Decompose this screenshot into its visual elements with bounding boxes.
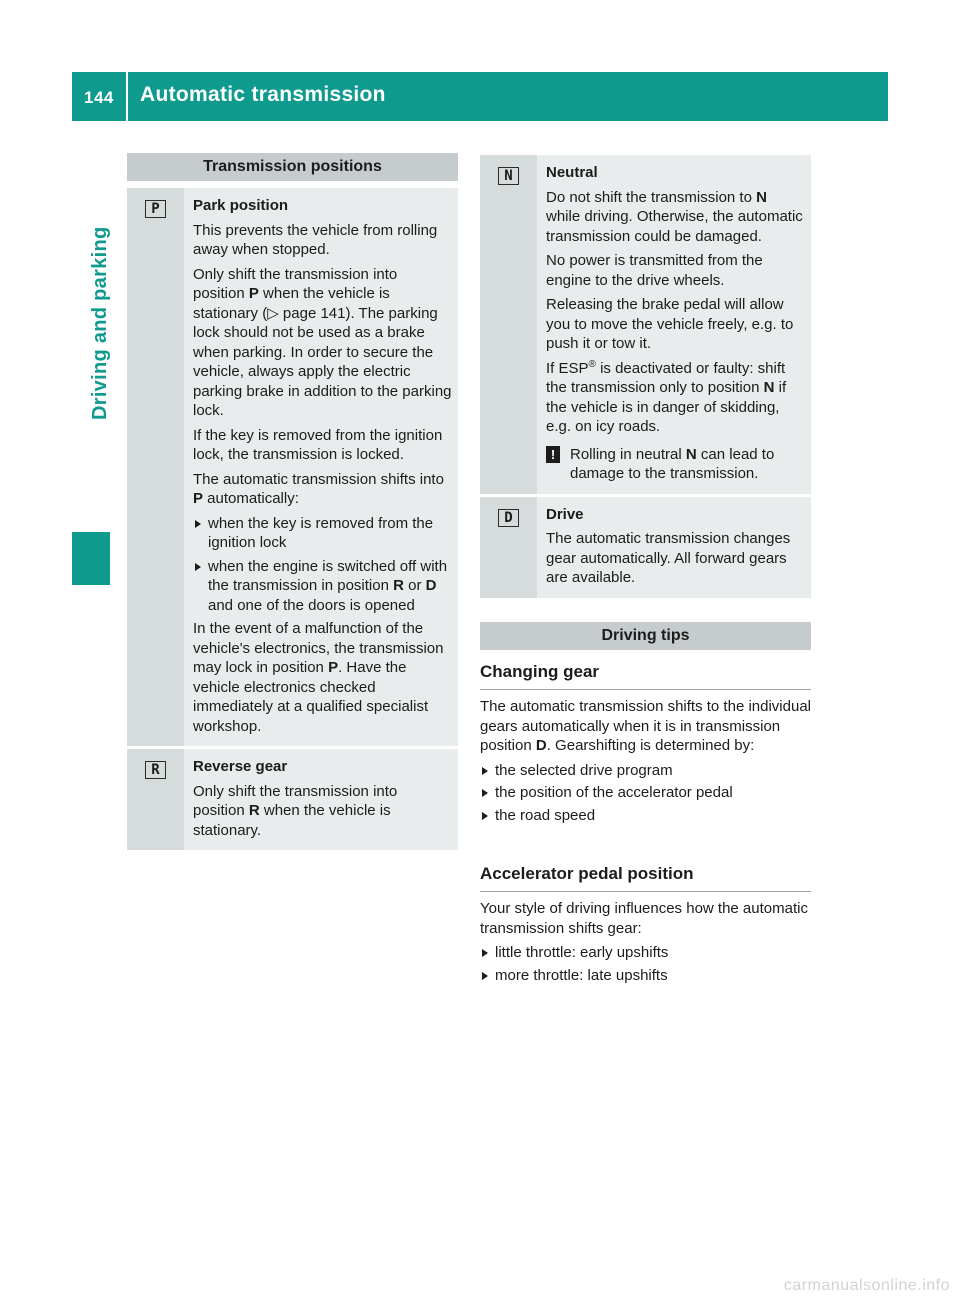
neutral-paragraph: If ESP® is deactivated or faulty: shift the transmission only to position N if the vehicle is in danger of skidding, e.g. on icy roads. [546,358,787,435]
warning-note: ! Rolling in neutral N can lead to damage to the transmission. [546,445,805,484]
page-header [72,72,888,121]
key-cell [480,497,537,598]
park-key-icon: P [145,200,166,218]
page-number: 144 [84,88,114,107]
changing-gear-heading: Changing gear [480,662,811,690]
key-cell [127,749,184,850]
positions-table-left [127,185,458,853]
list-item: the road speed [480,806,811,826]
list-item: the selected drive program [480,761,811,781]
neutral-description [537,155,811,494]
neutral-title: Neutral [546,164,598,181]
park-paragraph: Only shift the transmission into position P when the vehicle is stationary (▷ page 141). The parking lock should not be used as a brake when parking. In order to secure the vehicle, always apply the electric parking brake in addition to the parking lock. [193,265,452,419]
changing-gear-paragraph: The automatic transmission shifts to the individual gears automatically when it is in transmission position D. Gearshifting is determined by: [480,698,811,754]
reverse-paragraph: Only shift the transmission into position R when the vehicle is stationary. [193,782,398,839]
park-paragraph: In the event of a malfunction of the vehicle's electronics, the transmission may lock in position P. Have the vehicle electronics checked immediately at a qualified specialist workshop. [193,620,444,735]
drive-paragraph: The automatic transmission changes gear automatically. All forward gears are available. [546,530,791,586]
changing-gear-body [480,697,811,828]
key-cell [127,188,184,746]
transmission-positions-heading [127,153,458,181]
neutral-paragraph: No power is transmitted from the engine to the drive wheels. [546,252,763,289]
warning-icon: ! [546,446,560,463]
accelerator-paragraph: Your style of driving influences how the automatic transmission shifts gear: [480,900,808,937]
drive-title: Drive [546,505,584,523]
arrow-icon: ▷ [267,304,279,322]
reverse-key-icon: R [145,761,166,779]
chapter-marker [72,532,110,585]
park-paragraph: This prevents the vehicle from rolling away when stopped. [193,221,438,258]
list-item: the position of the accelerator pedal [480,783,811,803]
key-cell [480,155,537,494]
positions-table-right [480,152,811,601]
neutral-key-icon: N [498,167,519,185]
table-row-reverse [127,749,458,850]
list-item: when the key is removed from the ignition lock [193,514,452,553]
reverse-description [184,749,458,850]
drive-key-icon: D [498,509,519,527]
accelerator-body [480,899,811,988]
watermark: carmanualsonline.info [783,1277,950,1294]
page-title: Automatic transmission [140,83,386,106]
table-row-drive [480,497,811,598]
neutral-paragraph: Releasing the brake pedal will allow you to move the vehicle freely, e.g. to push it or tow it. [546,296,794,352]
reverse-title: Reverse gear [193,758,288,775]
park-description [184,188,458,746]
header-divider [126,72,128,121]
drive-description [537,497,811,598]
section-heading-text: Transmission positions [203,158,382,176]
driving-tips-heading [480,622,811,650]
park-paragraph: If the key is removed from the ignition lock, the transmission is locked. [193,426,443,463]
neutral-paragraph: Do not shift the transmission to N while driving. Otherwise, the automatic transmission could be damaged. [546,188,803,245]
section-heading-text: Driving tips [601,627,690,645]
park-paragraph: The automatic transmission shifts into P automatically: [193,470,444,507]
table-row-neutral [480,155,811,494]
list-item: when the engine is switched off with the transmission in position R or D and one of the doors is opened [193,557,452,616]
accelerator-pedal-heading: Accelerator pedal position [480,864,811,892]
table-row-park [127,188,458,746]
chapter-side-label: Driving and parking [89,226,111,420]
park-title: Park position [193,197,289,214]
list-item: more throttle: late upshifts [480,966,811,986]
list-item: little throttle: early upshifts [480,943,811,963]
page-reference-link[interactable]: page 141). The parking lock should not be used as a brake when parking. In order to secure the vehicle, always apply the electric parking brake in addition to the parking lock. [193,304,452,419]
